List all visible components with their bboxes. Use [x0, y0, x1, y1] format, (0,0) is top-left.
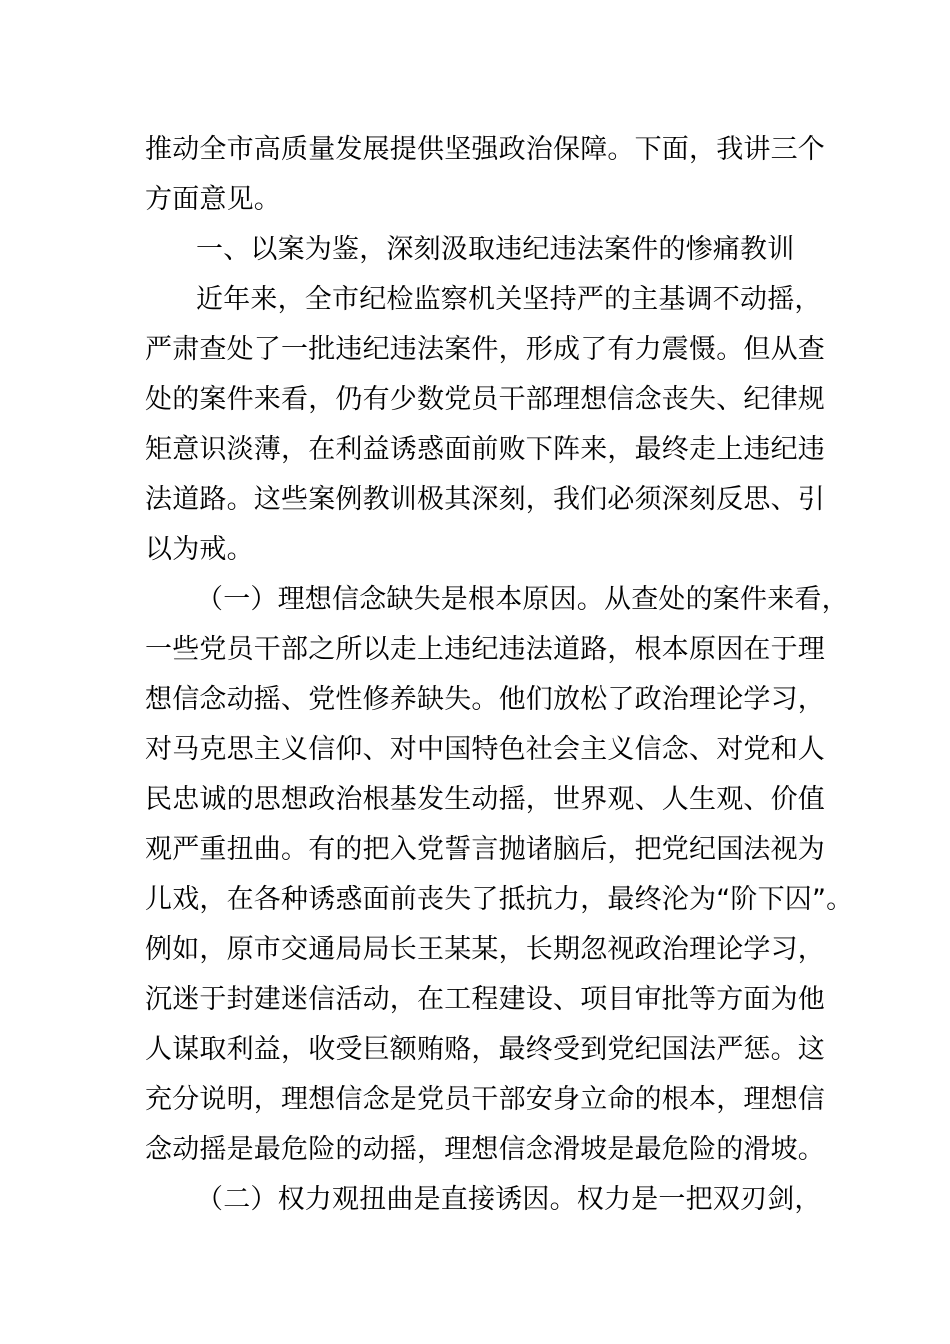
- subsection-heading: （二）权力观扭曲是直接诱因。权力是一把双刃剑，: [196, 1184, 822, 1215]
- subsection-heading: （一）理想信念缺失是根本原因。从查处的案件来看，: [196, 584, 849, 615]
- body-text-line: 沉迷于封建迷信活动，在工程建设、项目审批等方面为他: [145, 984, 825, 1015]
- paragraph-first-line: 近年来，全市纪检监察机关坚持严的主基调不动摇，: [196, 284, 822, 315]
- body-text-line: 对马克思主义信仰、对中国特色社会主义信念、对党和人: [145, 734, 825, 765]
- body-text-line: 念动摇是最危险的动摇，理想信念滑坡是最危险的滑坡。: [145, 1134, 825, 1165]
- body-text-line: 观严重扭曲。有的把入党誓言抛诸脑后，把党纪国法视为: [145, 834, 825, 865]
- body-text-line: 处的案件来看，仍有少数党员干部理想信念丧失、纪律规: [145, 384, 825, 415]
- body-text-line: 充分说明，理想信念是党员干部安身立命的根本，理想信: [145, 1084, 825, 1115]
- body-text-line: 儿戏，在各种诱惑面前丧失了抵抗力，最终沦为“阶下囚”。: [145, 884, 854, 915]
- body-text-line: 民忠诚的思想政治根基发生动摇，世界观、人生观、价值: [145, 784, 825, 815]
- body-text-line: 推动全市高质量发展提供坚强政治保障。下面，我讲三个: [145, 134, 825, 165]
- section-heading: 一、以案为鉴，深刻汲取违纪违法案件的惨痛教训: [196, 234, 795, 265]
- body-text-line: 人谋取利益，收受巨额贿赂，最终受到党纪国法严惩。这: [145, 1034, 825, 1065]
- body-text-line: 例如，原市交通局局长王某某，长期忽视政治理论学习，: [145, 934, 825, 965]
- body-text-line: 法道路。这些案例教训极其深刻，我们必须深刻反思、引: [145, 484, 825, 515]
- body-text-line: 矩意识淡薄，在利益诱惑面前败下阵来，最终走上违纪违: [145, 434, 825, 465]
- body-text-line: 想信念动摇、党性修养缺失。他们放松了政治理论学习，: [145, 684, 825, 715]
- body-text-line: 严肃查处了一批违纪违法案件，形成了有力震慑。但从查: [145, 334, 825, 365]
- body-text-line: 一些党员干部之所以走上违纪违法道路，根本原因在于理: [145, 634, 825, 665]
- body-text-line: 方面意见。: [145, 184, 281, 215]
- body-text-line: 以为戒。: [145, 534, 254, 565]
